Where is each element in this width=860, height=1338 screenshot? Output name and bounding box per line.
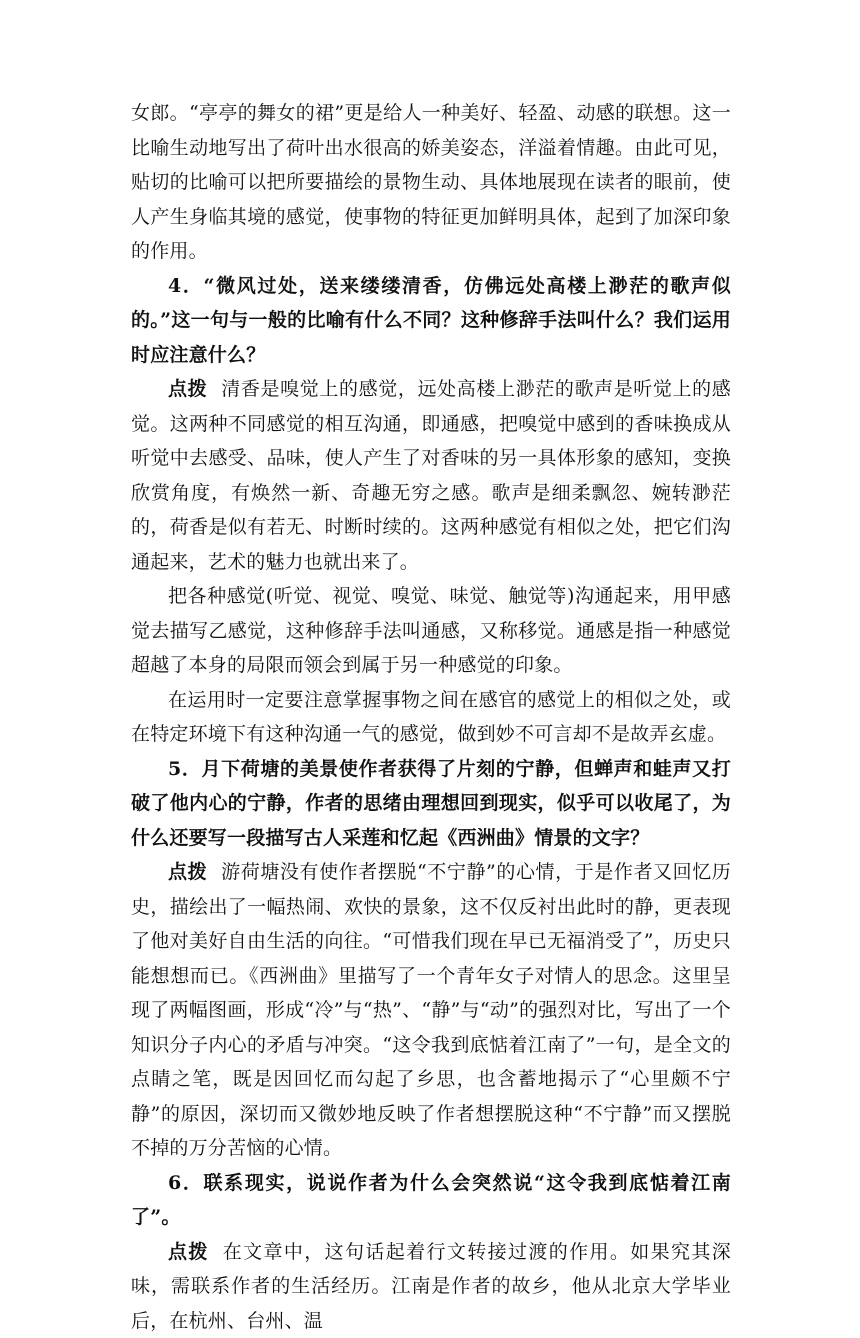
paragraph-synesthesia-definition: 把各种感觉(听觉、视觉、嗅觉、味觉、触觉等)沟通起来，用甲感觉去描写乙感觉，这种修辞手法叫通感，又称移觉。通感是指一种感觉超越了本身的局限而领会到属于另一种感觉的印象。 [131,579,731,683]
hint-label: 点拨 [168,1241,209,1263]
question-5: 5．月下荷塘的美景使作者获得了片刻的宁静，但蝉声和蛙声又打破了他内心的宁静，作者的思绪由理想回到现实，似乎可以收尾了，为什么还要写一段描写古人采莲和忆起《西洲曲》情景的文字？ [131,752,731,856]
answer-text: 清香是嗅觉上的感觉，远处高楼上渺茫的歌声是听觉上的感觉。这两种不同感觉的相互沟通，即通感，把嗅觉中感到的香味换成从听觉中去感受、品味，使人产生了对香味的另一具体形象的感知，变换欣赏角度，有焕然一新、奇趣无穷之感。歌声是细柔飘忽、婉转渺茫的，荷香是似有若无、时断时续的。这两种感觉有相似之处，把它们沟通起来，艺术的魅力也就出来了。 [131,378,731,573]
question-6: 6．联系现实，说说作者为什么会突然说“这令我到底惦着江南了”。 [131,1166,731,1235]
answer-4 [131,372,731,579]
hint-label: 点拨 [168,861,207,883]
document-page [131,96,731,1338]
answer-text: 在文章中，这句话起着行文转接过渡的作用。如果究其深味，需联系作者的生活经历。江南是作者的故乡，他从北京大学毕业后，在杭州、台州、温 [131,1241,731,1332]
answer-6 [131,1235,731,1338]
answer-5 [131,855,731,1166]
paragraph-usage-note: 在运用时一定要注意掌握事物之间在感官的感觉上的相似之处，或在特定环境下有这种沟通一气的感觉，做到妙不可言却不是故弄玄虚。 [131,683,731,752]
answer-text: 游荷塘没有使作者摆脱“不宁静”的心情，于是作者又回忆历史，描绘出了一幅热闹、欢快的景象，这不仅反衬出此时的静，更表现了他对美好自由生活的向往。“可惜我们现在早已无福消受了”，历史只能想想而已。《西洲曲》里描写了一个青年女子对情人的思念。这里呈现了两幅图画，形成“冷”与“热”、“静”与“动”的强烈对比，写出了一个知识分子内心的矛盾与冲突。“这令我到底惦着江南了”一句，是全文的点睛之笔，既是因回忆而勾起了乡思，也含蓄地揭示了“心里颇不宁静”的原因，深切而又微妙地反映了作者想摆脱这种“不宁静”而又摆脱不掉的万分苦恼的心情。 [131,861,731,1159]
question-4: 4．“微风过处，送来缕缕清香，仿佛远处高楼上渺茫的歌声似的。”这一句与一般的比喻有什么不同？这种修辞手法叫什么？我们运用时应注意什么？ [131,269,731,373]
hint-label: 点拨 [168,378,207,400]
paragraph-continuation: 女郎。“亭亭的舞女的裙”更是给人一种美好、轻盈、动感的联想。这一比喻生动地写出了荷叶出水很高的娇美姿态，洋溢着情趣。由此可见，贴切的比喻可以把所要描绘的景物生动、具体地展现在读者的眼前，使人产生身临其境的感觉，使事物的特征更加鲜明具体，起到了加深印象的作用。 [131,96,731,269]
